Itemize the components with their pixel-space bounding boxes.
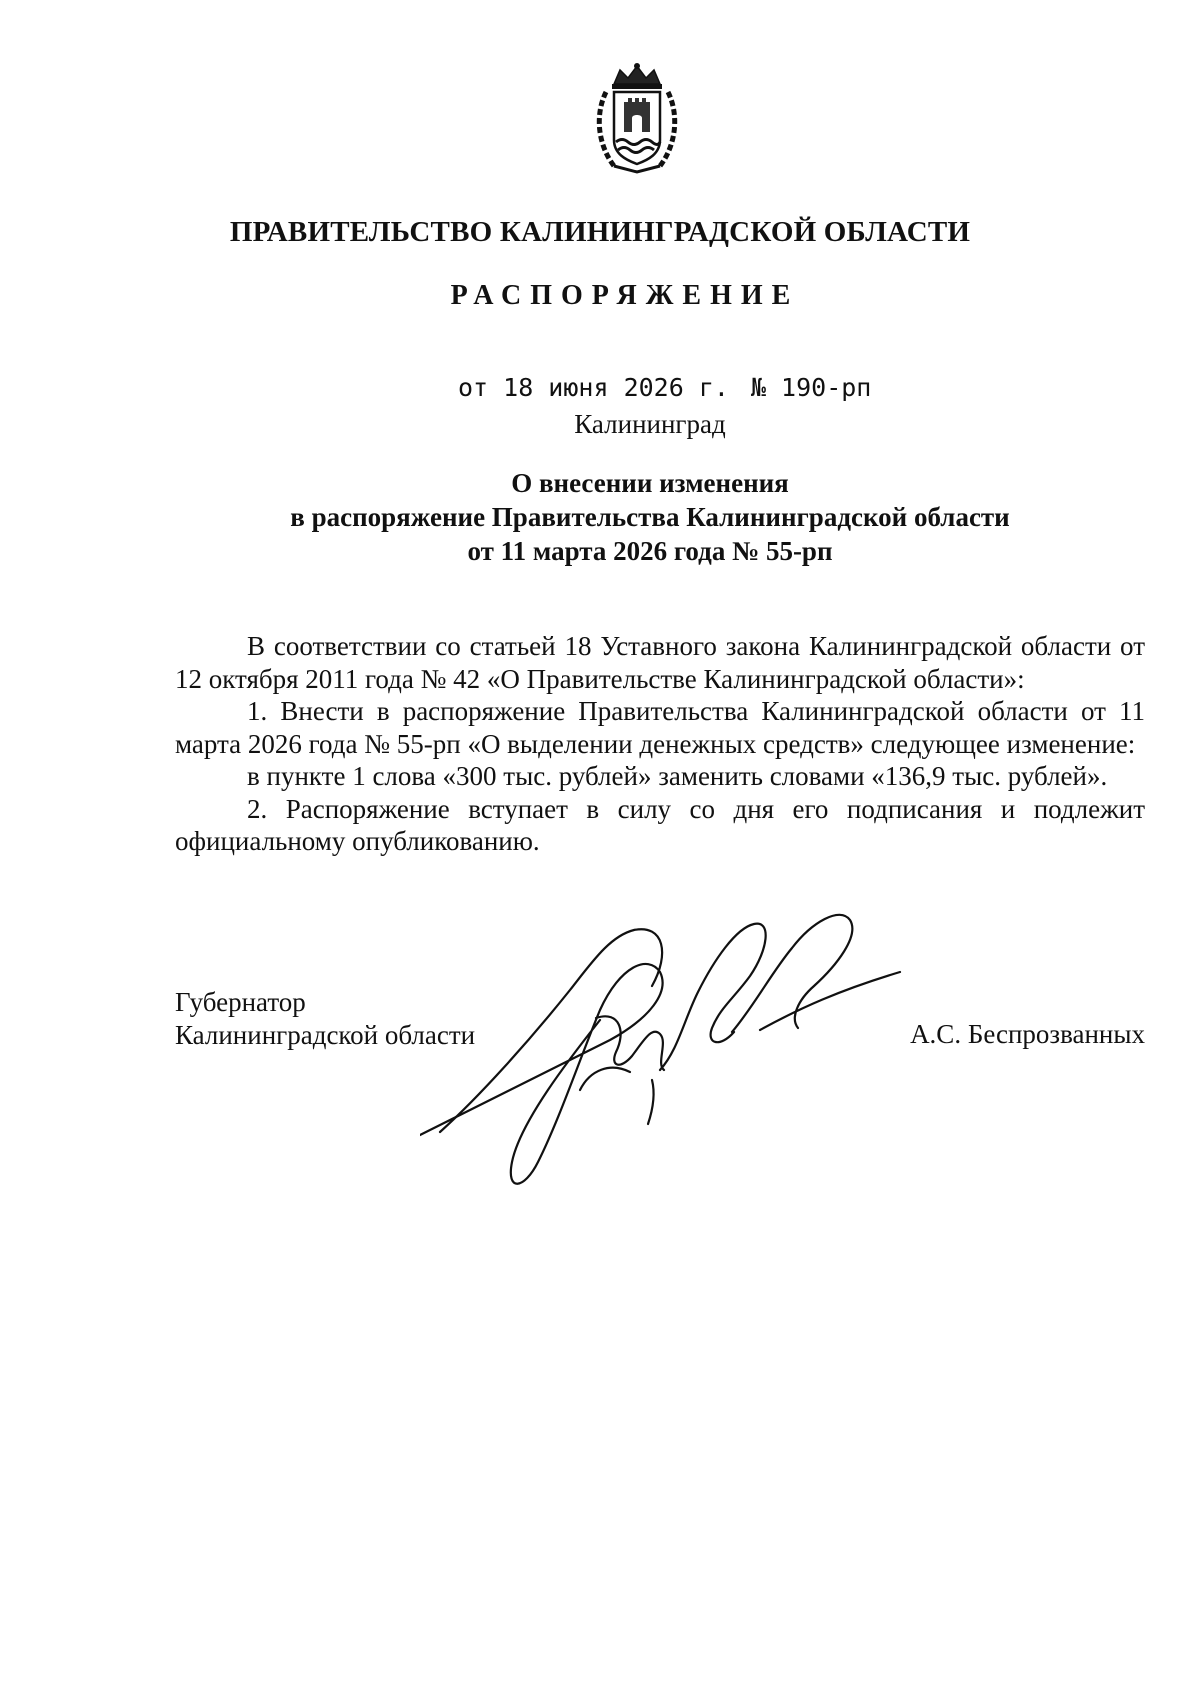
date-number-line [458,373,871,402]
document-type: РАСПОРЯЖЕНИЕ [450,280,800,311]
signer-position-line-1: Губернатор [175,987,306,1017]
document-number: № 190-рп [750,373,872,402]
government-name: ПРАВИТЕЛЬСТВО КАЛИНИНГРАДСКОЙ ОБЛАСТИ [229,216,971,248]
subject-line-1: О внесении изменения [511,468,789,498]
signer-position-line-2: Калининградской области [175,1020,476,1050]
subject-line-2: в распоряжение Правительства Калининградской области [290,502,1010,532]
city: Калининград [574,409,726,439]
signer-position [175,986,475,1052]
coat-of-arms-icon [592,62,682,174]
signer-name: А.С. Беспрозванных [910,1019,1145,1049]
document-body [175,630,1145,858]
document-subject [0,466,1200,568]
item-2-paragraph: 2. Распоряжение вступает в силу со дня его подписания и подлежит официальному опубликованию. [175,793,1145,856]
subject-line-3: от 11 марта 2026 года № 55-рп [467,536,833,566]
preamble-paragraph: В соответствии со статьей 18 Уставного закона Калининградской области от 12 октября 2011 года № 42 «О Правительстве Калининградской области»: [175,631,1145,694]
handwritten-signature-icon [420,900,930,1200]
document-date: от 18 июня 2026 г. [458,373,729,402]
item-1-paragraph: 1. Внести в распоряжение Правительства Калининградской области от 11 марта 2026 года № 55-рп «О выделении денежных средств» следующее изменение: [175,696,1145,759]
item-1-change-paragraph: в пункте 1 слова «300 тыс. рублей» заменить словами «136,9 тыс. рублей». [247,761,1108,791]
